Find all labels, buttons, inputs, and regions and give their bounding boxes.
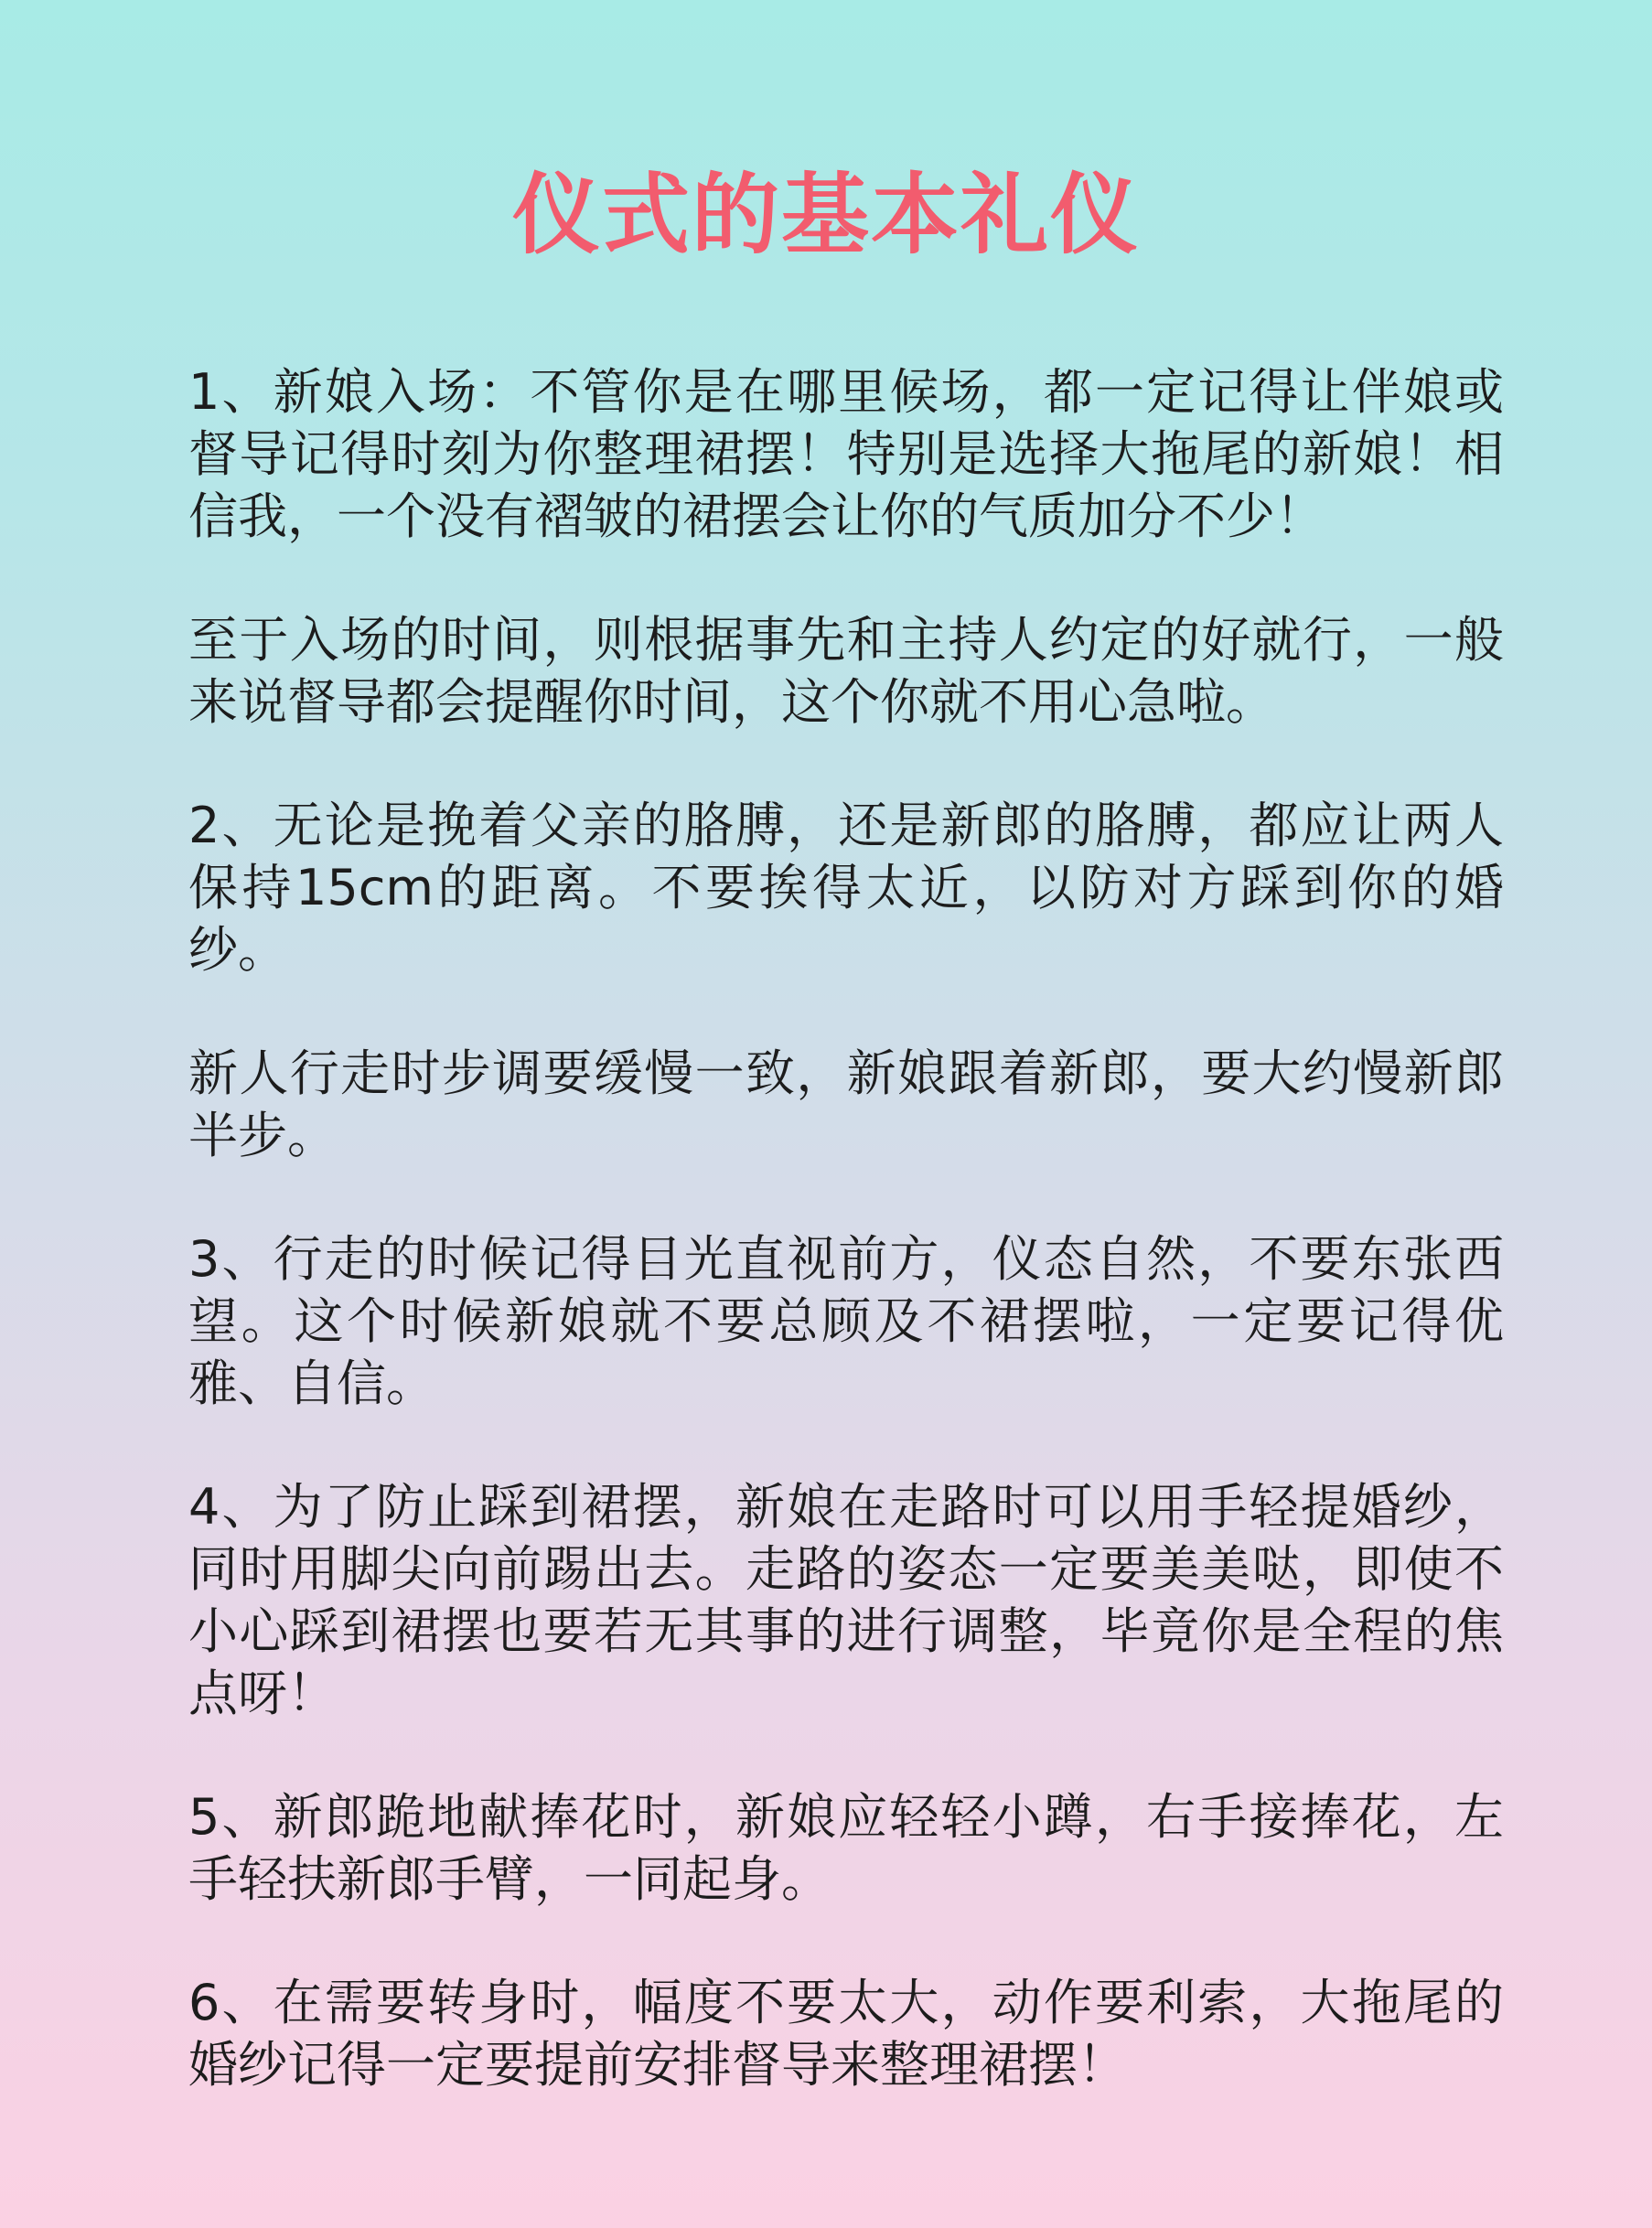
- paragraph-8: 6、在需要转身时，幅度不要太大，动作要利索，大拖尾的婚纱记得一定要提前安排督导来整理裙摆！: [188, 1974, 1504, 2094]
- article-body: [188, 361, 1504, 2158]
- paragraph-4: 新人行走时步调要缓慢一致，新娘跟着新郎，要大约慢新郎半步。: [188, 1044, 1504, 1164]
- paragraph-1: 1、新娘入场：不管你是在哪里候场，都一定记得让伴娘或督导记得时刻为你整理裙摆！特别是选择大拖尾的新娘！相信我，一个没有褶皱的裙摆会让你的气质加分不少！: [188, 363, 1504, 545]
- paragraph-3: 2、无论是挽着父亲的胳膊，还是新郎的胳膊，都应让两人保持15cm的距离。不要挨得太近，以防对方踩到你的婚纱。: [188, 797, 1504, 979]
- page-title: 仪式的基本礼仪: [512, 164, 1140, 266]
- paragraph-2: 至于入场的时间，则根据事先和主持人约定的好就行，一般来说督导都会提醒你时间，这个你就不用心急啦。: [188, 611, 1504, 731]
- paragraph-6: 4、为了防止踩到裙摆，新娘在走路时可以用手轻提婚纱，同时用脚尖向前踢出去。走路的姿态一定要美美哒，即使不小心踩到裙摆也要若无其事的进行调整，毕竟你是全程的焦点呀！: [188, 1478, 1504, 1722]
- paragraph-5: 3、行走的时候记得目光直视前方，仪态自然，不要东张西望。这个时候新娘就不要总顾及不裙摆啦，一定要记得优雅、自信。: [188, 1230, 1504, 1412]
- paragraph-7: 5、新郎跪地献捧花时，新娘应轻轻小蹲，右手接捧花，左手轻扶新郎手臂，一同起身。: [188, 1788, 1504, 1908]
